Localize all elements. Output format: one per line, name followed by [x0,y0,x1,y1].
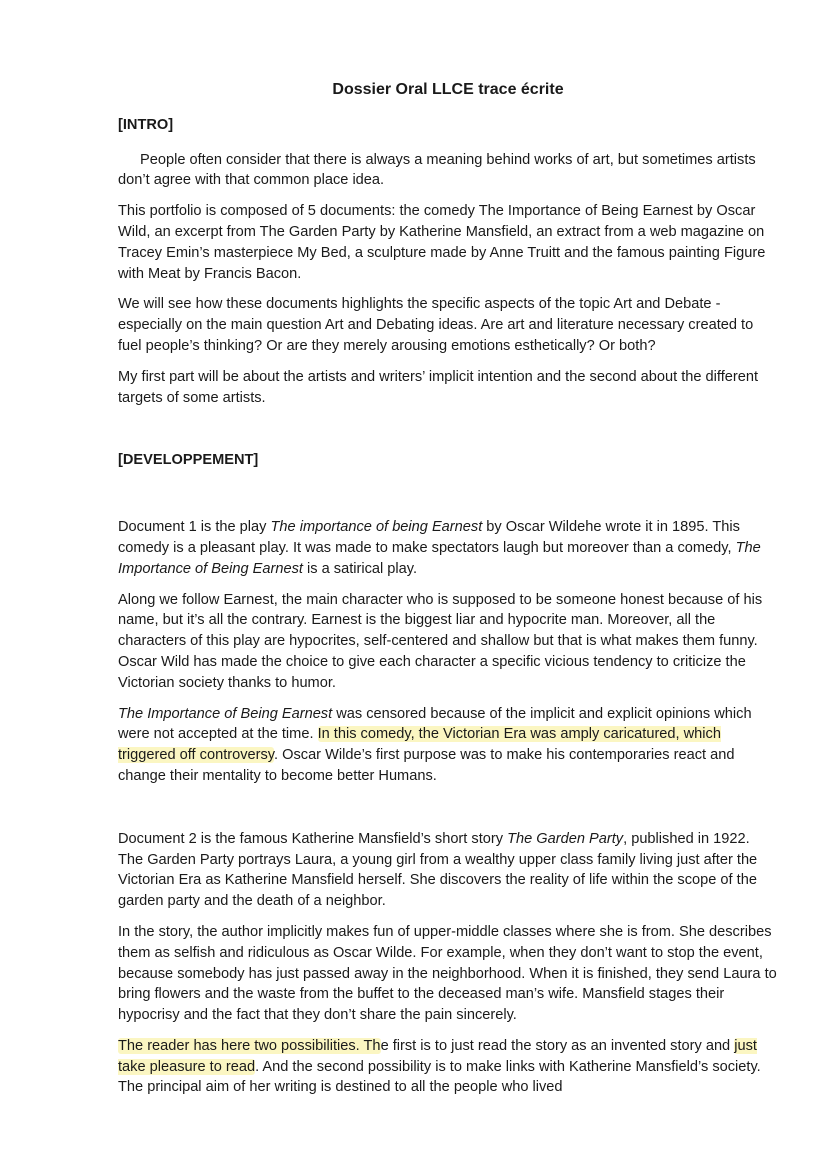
doc2-paragraph-1: Document 2 is the famous Katherine Mansfield’s short story The Garden Party, published in 1922. The Garden Party portrays Laura, a young girl from a wealthy upper class family living just after the Victorian Era as Katherine Mansfield herself. She discovers the reality of life within the scope of the garden party and the death of a neighbor. [118,830,758,910]
intro-paragraph-3: We will see how these documents highlights the specific aspects of the topic Art and Debate - especially on the main question Art and Debating ideas. Are art and literature necessary created to fuel people’s thinking? Or are they merely arousing emotions esthetically? Or both? [118,296,754,354]
highlighted-text: just take pleasure to read [118,1037,757,1075]
doc2-paragraph-3: The reader has here two possibilities. The first is to just read the story as an invented story and just take pleasure to read. And the second possibility is to make links with Katherine Mansfield’s society. The principal aim of her writing is destined to all the people who lived [118,1037,761,1096]
doc2-paragraph-2: In the story, the author implicitly makes fun of upper-middle classes where she is from. She describes them as selfish and ridiculous as Oscar Wilde. For example, when they don’t want to stop the event, because somebody has just passed away in the neighborhood. When it is finished, they send Laura to bring flowers and the waste from the buffet to the deceased man’s wife. Mansfield stages their hypocrisy and the fact that they don’t share the pain sincerely. [118,923,777,1024]
doc1-paragraph-1: Document 1 is the play The importance of being Earnest by Oscar Wildehe wrote it in 1895. This comedy is a pleasant play. It was made to make spectators laugh but moreover than a comedy, The Importance of Being Earnest is a satirical play. [118,519,761,577]
intro-paragraph-1: People often consider that there is always a meaning behind works of art, but sometimes artists don’t agree with that common place idea. [118,151,756,189]
highlighted-text: The reader has here two possibilities. Th [118,1037,381,1054]
highlighted-text: In this comedy, the Victorian Era was amply caricatured, which triggered off controversy [118,726,721,764]
doc1-paragraph-3: The Importance of Being Earnest was censored because of the implicit and explicit opinions which were not accepted at the time. In this comedy, the Victorian Era was amply caricatured, which triggered off controversy. Oscar Wilde’s first purpose was to make his contemporaries react and change their mentality to become better Humans. [118,705,752,784]
intro-paragraph-2: This portfolio is composed of 5 documents: the comedy The Importance of Being Earnest by Oscar Wild, an excerpt from The Garden Party by Katherine Mansfield, an extract from a web magazine on Tracey Emin’s masterpiece My Bed, a sculpture made by Anne Truitt and the famous painting Figure with Meat by Francis Bacon. [118,203,766,282]
page-title: Dossier Oral LLCE trace écrite [332,81,564,98]
development-heading: [DEVELOPPEMENT] [118,452,259,469]
intro-heading: [INTRO] [118,116,174,133]
doc1-paragraph-2: Along we follow Earnest, the main character who is supposed to be someone honest because of his name, but it’s all the contrary. Earnest is the biggest liar and hypocrite man. Moreover, all the characters of this play are hypocrites, self-centered and shallow but that is what makes them funny. Oscar Wild has made the choice to give each character a specific vicious tendency to criticize the Victorian society thanks to humor. [118,591,763,691]
intro-paragraph-4: My first part will be about the artists and writers’ implicit intention and the second about the different targets of some artists. [118,368,759,406]
document-body [118,80,778,1108]
